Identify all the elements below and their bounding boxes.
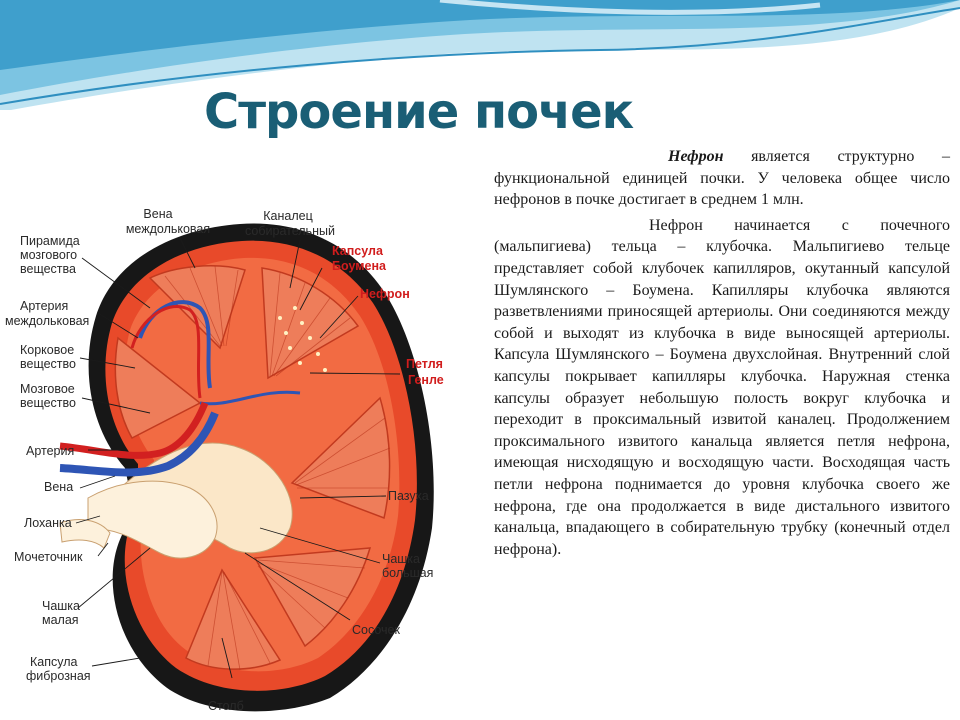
paragraph-nephron-structure: Нефрон начинается с почечного (мальпигиева) тельца – клубочка. Мальпигиево тельце представляет собой клубочек капилляров, окутанный капсулой Шумлянского – Боумена. Капилляры клубочка являются разветвлениями приносящей артериолы. Они соединяются между собой и выходят из клубочка в виде выносящей артериолы. Капсула Шумлянского – Боумена двухслойная. Внутренний слой капсулы покрывает капилляры клубочка. Наружная стенка капсулы образует небольшую полость вокруг клубочка и переходит в проксимальный извитой каналец. Продолжением проксимального извитого канальца является петля нефрона, имеющая нисходящую и восходящую части. Восходящая часть петли нефрона поднимается до уровня клубочка своего же нефрона, где она продолжается в виде дистального извитого канальца, впадающего в собирательную трубку (конечный отдел нефрона).	[494, 216, 950, 558]
label-pyramid-3: вещества	[20, 262, 76, 276]
label-fibrous-capsule-1: Капсула	[30, 655, 78, 669]
label-artery-interlobular-1: Артерия	[20, 299, 69, 313]
label-major-calyx-2: большая	[382, 566, 434, 580]
label-collecting-duct-2: собирательный	[245, 224, 335, 238]
label-minor-calyx-1: Чашка	[42, 599, 81, 613]
label-henle-loop-1: Петля	[406, 357, 443, 371]
paragraph-nephron-definition	[494, 146, 950, 211]
label-pelvis: Лоханка	[24, 516, 72, 530]
label-bowman-capsule-2: Боумена	[332, 259, 386, 273]
label-vein-interlobular-2: междольковая	[125, 222, 211, 236]
label-vein: Вена	[44, 480, 74, 494]
label-sinus: Пазуха	[388, 489, 429, 503]
label-pyramid-1: Пирамида	[20, 234, 80, 248]
label-vein-interlobular-1: Вена	[143, 207, 173, 221]
label-major-calyx-1: Чашка	[382, 552, 421, 566]
label-medulla-2: вещество	[20, 396, 76, 410]
label-cortex-2: вещество	[20, 357, 76, 371]
label-artery-interlobular-2: междольковая	[5, 314, 90, 328]
label-fibrous-capsule-2: фиброзная	[26, 669, 91, 683]
label-papilla: Сосочек	[352, 623, 400, 637]
term-nephron: Нефрон	[668, 148, 724, 165]
label-column: Столб	[208, 699, 244, 713]
label-collecting-duct-1: Каналец	[263, 209, 313, 223]
body-text	[494, 146, 950, 560]
kidney-diagram	[0, 198, 452, 720]
paragraph-1-text: является структурно – функциональной единицей почки. У человека общее число нефронов в почке достигает в среднем 1 млн.	[494, 148, 950, 209]
label-medulla-1: Мозговое	[20, 382, 75, 396]
label-artery: Артерия	[26, 444, 75, 458]
slide-title: Строение почек	[204, 84, 634, 140]
label-minor-calyx-2: малая	[42, 613, 79, 627]
label-bowman-capsule-1: Капсула	[332, 244, 383, 258]
label-ureter: Мочеточник	[14, 550, 83, 564]
label-cortex-1: Корковое	[20, 343, 75, 357]
label-nephron: Нефрон	[360, 287, 410, 301]
label-pyramid-2: мозгового	[20, 248, 78, 262]
label-henle-loop-2: Генле	[408, 373, 444, 387]
